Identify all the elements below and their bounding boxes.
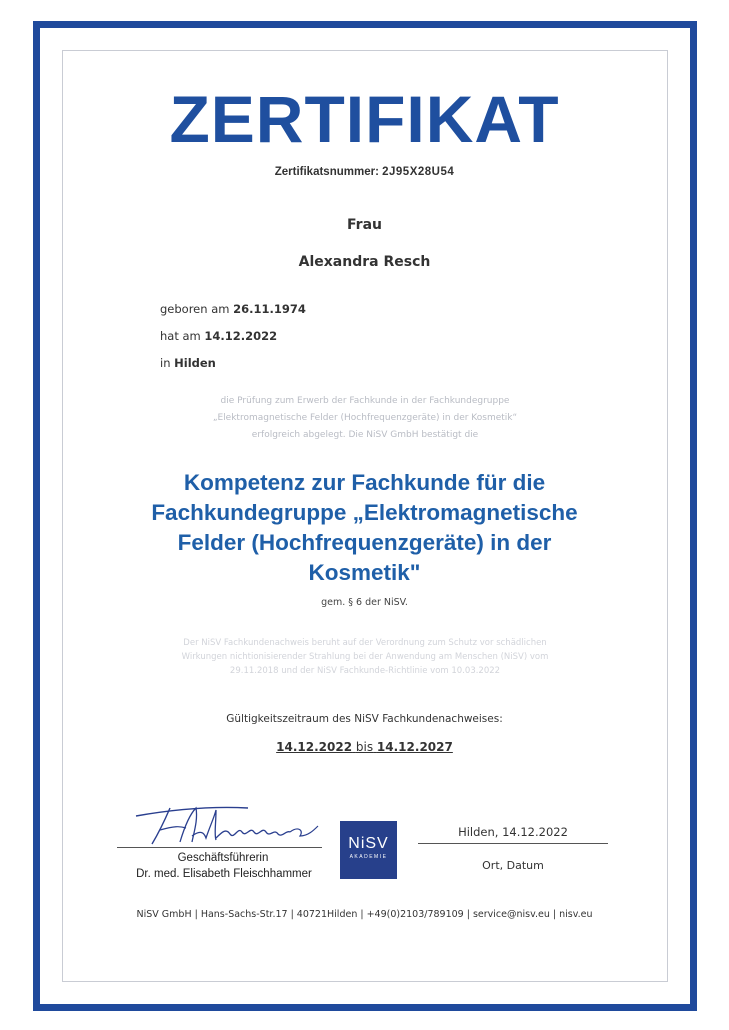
nisv-logo bbox=[340, 821, 397, 879]
exam-place-value: Hilden bbox=[174, 356, 216, 370]
exam-statement-line: die Prüfung zum Erwerb der Fachkunde in der Fachkundegruppe bbox=[220, 396, 510, 406]
certificate-number-label: Zertifikatsnummer: bbox=[274, 166, 379, 178]
validity-to: 14.12.2027 bbox=[376, 740, 453, 754]
competence-line: Fachkundegruppe „Elektromagnetische bbox=[151, 500, 578, 525]
exam-statement bbox=[120, 393, 610, 444]
exam-date-label: hat am bbox=[160, 329, 201, 343]
exam-date-line bbox=[160, 329, 277, 343]
legal-basis-statement bbox=[125, 636, 605, 678]
legal-basis-line: Wirkungen nichtionisierender Strahlung bei der Anwendung am Menschen (NiSV) vom bbox=[181, 652, 549, 662]
validity-from: 14.12.2022 bbox=[276, 740, 353, 754]
signature-image bbox=[130, 796, 320, 848]
validity-label: Gültigkeitszeitraum des NiSV Fachkundenachweises: bbox=[226, 713, 503, 725]
signatory-name: Dr. med. Elisabeth Fleischhammer bbox=[136, 868, 312, 880]
certificate-number bbox=[0, 166, 729, 178]
recipient-name: Alexandra Resch bbox=[298, 254, 431, 270]
birth-date-label: geboren am bbox=[160, 302, 230, 316]
exam-date-value: 14.12.2022 bbox=[204, 329, 278, 343]
certificate-title: ZERTIFIKAT bbox=[169, 82, 560, 156]
birth-date-line bbox=[160, 302, 306, 316]
footer-contact: NiSV GmbH | Hans-Sachs-Str.17 | 40721Hilden | +49(0)2103/789109 | service@nisv.eu | nisv.eu bbox=[136, 909, 593, 920]
competence-heading bbox=[0, 468, 729, 588]
recipient-salutation: Frau bbox=[347, 217, 382, 233]
validity-separator: bis bbox=[355, 740, 374, 754]
place-date-line bbox=[418, 843, 608, 844]
validity-range bbox=[0, 740, 729, 754]
place-date-label: Ort, Datum bbox=[482, 859, 544, 872]
competence-line: Kompetenz zur Fachkunde für die bbox=[183, 470, 546, 495]
legal-reference: gem. § 6 der NiSV. bbox=[321, 597, 408, 608]
exam-statement-line: erfolgreich abgelegt. Die NiSV GmbH bestätigt die bbox=[251, 430, 479, 440]
exam-place-label: in bbox=[160, 356, 171, 370]
signature-line bbox=[117, 847, 322, 848]
exam-statement-line: „Elektromagnetische Felder (Hochfrequenzgeräte) in der Kosmetik“ bbox=[212, 413, 518, 423]
competence-line: Kosmetik" bbox=[308, 560, 421, 585]
logo-main-text: NiSV bbox=[348, 835, 389, 852]
legal-basis-line: 29.11.2018 und der NiSV Fachkunde-Richtlinie vom 10.03.2022 bbox=[229, 666, 501, 676]
certificate-number-value: 2J95X28U54 bbox=[382, 166, 455, 178]
birth-date-value: 26.11.1974 bbox=[233, 302, 306, 316]
legal-basis-line: Der NiSV Fachkundenachweis beruht auf der Verordnung zum Schutz vor schädlichen bbox=[183, 638, 547, 648]
signatory-role: Geschäftsführerin bbox=[177, 852, 269, 864]
logo-sub-text: AKADEMIE bbox=[349, 854, 388, 860]
competence-line: Felder (Hochfrequenzgeräte) in der bbox=[177, 530, 552, 555]
place-date-value: Hilden, 14.12.2022 bbox=[458, 825, 568, 839]
exam-place-line bbox=[160, 356, 216, 370]
